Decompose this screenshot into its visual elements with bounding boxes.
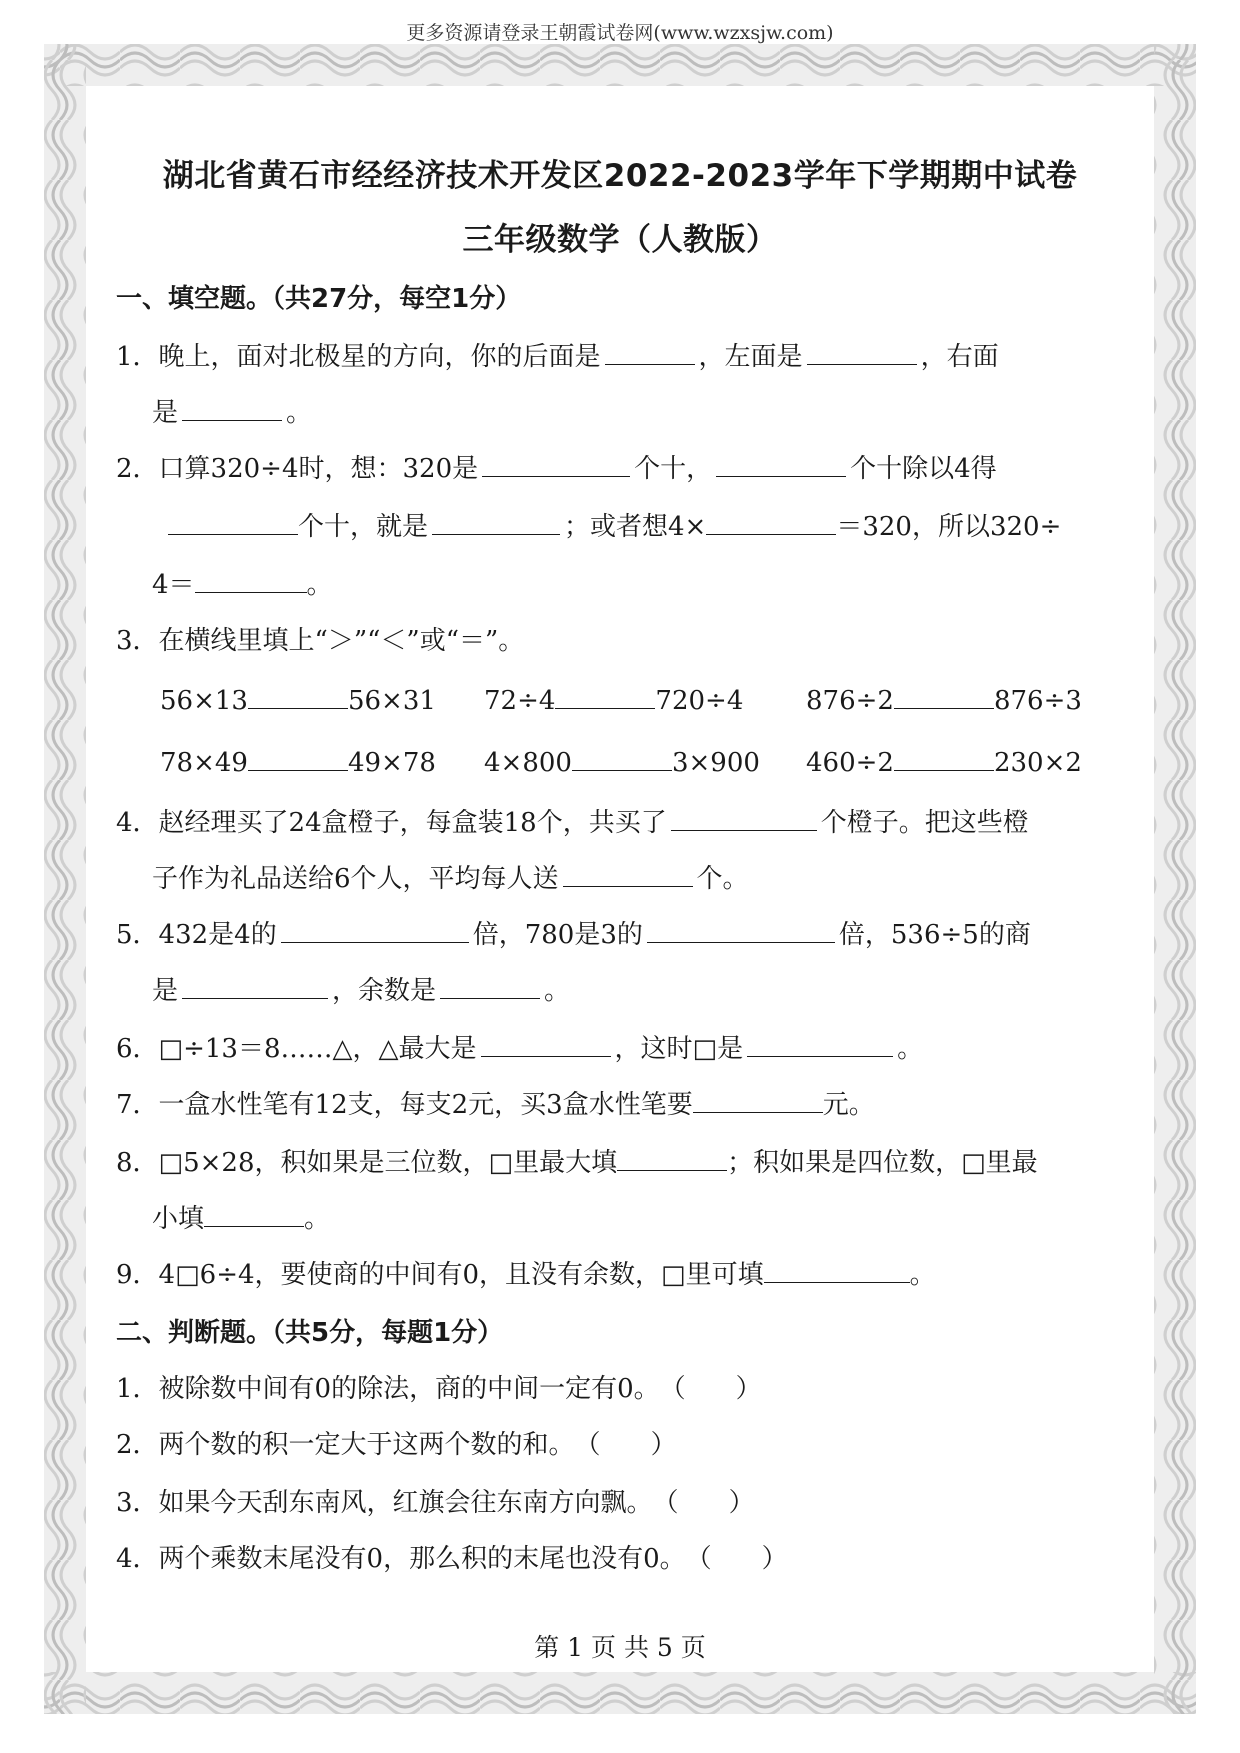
compare-right: 230×2 [993, 748, 1082, 778]
judge-item-1 [116, 1372, 762, 1406]
q2-blank-4[interactable] [432, 510, 560, 535]
judge-text: 3．如果今天刮东南风，红旗会往东南方向飘。 [116, 1488, 653, 1518]
question-4-line-2 [152, 862, 749, 896]
question-8-line-1 [116, 1146, 1038, 1180]
q8-text-c: 小填 [152, 1204, 205, 1234]
q1-text-c: ，右面 [920, 342, 999, 372]
judge-text: 1．被除数中间有0的除法，商的中间一定有0。 [116, 1374, 660, 1404]
q2-blank-1[interactable] [482, 452, 630, 477]
q5-text-e: ，余数是 [332, 976, 437, 1006]
judge-item-2 [116, 1428, 677, 1462]
q4-text-d: 个。 [696, 864, 749, 894]
q2-text-g: 4＝ [152, 570, 195, 600]
compare-item-4 [160, 746, 436, 780]
q3-text-a: 3．在横线里填上“＞”“＜”或“＝”。 [116, 626, 525, 656]
q1-text-d: 是 [152, 398, 179, 428]
section-fill-blank-heading: 一、填空题。（共27分，每空1分） [116, 284, 522, 314]
compare-right: 876÷3 [993, 686, 1082, 716]
q5-text-c: 倍，536÷5的商 [838, 920, 1031, 950]
q1-text-a: 1．晚上，面对北极星的方向，你的后面是 [116, 342, 601, 372]
judge-text: 2．两个数的积一定大于这两个数的和。 [116, 1430, 575, 1460]
q2-blank-3[interactable] [168, 510, 298, 535]
paren-open: （ [685, 1544, 712, 1574]
compare-blank[interactable] [248, 684, 348, 709]
paren-open: （ [574, 1430, 601, 1460]
q1-blank-2[interactable] [807, 340, 917, 365]
compare-item-5 [484, 746, 760, 780]
q4-text-b: 个橙子。把这些橙 [820, 808, 1029, 838]
compare-blank[interactable] [894, 746, 994, 771]
q7-text-b: 元。 [822, 1090, 875, 1120]
judge-item-3 [116, 1486, 755, 1520]
compare-left: 78×49 [160, 748, 248, 778]
question-5-line-1 [116, 918, 1031, 952]
paren-close: ） [728, 1488, 755, 1518]
q5-text-a: 5．432是4的 [116, 920, 277, 950]
question-4-line-1 [116, 806, 1029, 840]
header-note: 更多资源请登录王朝霞试卷网(www.wzxsjw.com) [406, 22, 834, 44]
question-1-line-1 [116, 340, 999, 374]
compare-item-1 [160, 684, 436, 718]
question-8-line-2 [152, 1202, 330, 1236]
compare-right: 49×78 [347, 748, 436, 778]
answer-paren[interactable] [660, 1372, 762, 1406]
exam-title: 湖北省黄石市经经济技术开发区2022-2023学年下学期期中试卷 [162, 158, 1078, 194]
question-1-line-2 [152, 396, 312, 430]
q5-blank-3[interactable] [182, 974, 328, 999]
q9-blank-1[interactable] [764, 1258, 910, 1283]
question-2-line-3 [152, 568, 333, 602]
paren-close: ） [650, 1430, 677, 1460]
question-3-line-1 [116, 624, 524, 658]
q8-text-a: 8．□5×28，积如果是三位数，□里最大填 [116, 1148, 618, 1178]
q5-blank-1[interactable] [281, 918, 469, 943]
q5-blank-4[interactable] [440, 974, 540, 999]
question-7 [116, 1088, 875, 1122]
compare-item-2 [484, 684, 743, 718]
paren-close: ） [735, 1374, 762, 1404]
q7-blank-1[interactable] [693, 1088, 823, 1113]
answer-paren[interactable] [653, 1486, 755, 1520]
q4-blank-2[interactable] [563, 862, 693, 887]
compare-blank[interactable] [555, 684, 655, 709]
q2-text-e: ；或者想4× [564, 512, 707, 542]
question-9 [116, 1258, 936, 1292]
answer-paren[interactable] [686, 1542, 788, 1576]
compare-left: 72÷4 [484, 686, 556, 716]
judge-text: 4．两个乘数末尾没有0，那么积的末尾也没有0。 [116, 1544, 686, 1574]
compare-right: 3×900 [671, 748, 760, 778]
compare-left: 876÷2 [806, 686, 894, 716]
q6-blank-2[interactable] [747, 1032, 893, 1057]
q4-text-a: 4．赵经理买了24盒橙子，每盒装18个，共买了 [116, 808, 667, 838]
q9-text-b: 。 [909, 1260, 936, 1290]
compare-blank[interactable] [572, 746, 672, 771]
q1-blank-3[interactable] [182, 396, 282, 421]
q2-text-a: 2．口算320÷4时，想：320是 [116, 454, 479, 484]
paren-open: （ [652, 1488, 679, 1518]
paren-open: （ [659, 1374, 686, 1404]
compare-item-3 [806, 684, 1082, 718]
question-6 [116, 1032, 923, 1066]
q5-blank-2[interactable] [647, 918, 835, 943]
q2-text-d: 个十，就是 [298, 512, 429, 542]
question-2-line-1 [116, 452, 997, 486]
judge-item-4 [116, 1542, 788, 1576]
compare-left: 4×800 [484, 748, 572, 778]
q9-text-a: 9．4□6÷4，要使商的中间有0，且没有余数，□里可填 [116, 1260, 764, 1290]
q1-text-b: ，左面是 [698, 342, 803, 372]
q5-text-b: 倍，780是3的 [472, 920, 643, 950]
compare-blank[interactable] [894, 684, 994, 709]
q5-text-f: 。 [544, 976, 571, 1006]
q8-blank-2[interactable] [204, 1202, 304, 1227]
page-number-footer: 第 1 页 共 5 页 [534, 1633, 706, 1662]
q2-blank-6[interactable] [195, 568, 307, 593]
paren-close: ） [761, 1544, 788, 1574]
q6-text-c: 。 [897, 1034, 924, 1064]
q8-text-d: 。 [304, 1204, 331, 1234]
q1-text-e: 。 [286, 398, 313, 428]
compare-right: 720÷4 [655, 686, 744, 716]
q2-text-b: 个十， [634, 454, 713, 484]
q2-blank-2[interactable] [716, 452, 846, 477]
answer-paren[interactable] [575, 1428, 677, 1462]
q6-text-a: 6．□÷13＝8……△，△最大是 [116, 1034, 477, 1064]
compare-left: 56×13 [160, 686, 248, 716]
q2-text-h: 。 [306, 570, 333, 600]
compare-left: 460÷2 [806, 748, 894, 778]
q4-text-c: 子作为礼品送给6个人，平均每人送 [152, 864, 559, 894]
question-2-line-2 [168, 510, 1061, 544]
q7-text-a: 7．一盒水性笔有12支，每支2元，买3盒水性笔要 [116, 1090, 693, 1120]
q2-blank-5[interactable] [706, 510, 836, 535]
q5-text-d: 是 [152, 976, 179, 1006]
q8-text-b: ；积如果是四位数，□里最 [727, 1148, 1038, 1178]
q2-text-f: ＝320，所以320÷ [836, 512, 1062, 542]
section-judgement-heading: 二、判断题。（共5分，每题1分） [116, 1318, 504, 1348]
compare-right: 56×31 [347, 686, 436, 716]
q4-blank-1[interactable] [671, 806, 817, 831]
compare-item-6 [806, 746, 1082, 780]
question-5-line-2 [152, 974, 570, 1008]
q6-blank-1[interactable] [481, 1032, 611, 1057]
q2-text-c: 个十除以4得 [850, 454, 997, 484]
q1-blank-1[interactable] [605, 340, 695, 365]
q8-blank-1[interactable] [617, 1146, 727, 1171]
q6-text-b: ，这时□是 [614, 1034, 744, 1064]
compare-blank[interactable] [248, 746, 348, 771]
exam-subtitle: 三年级数学（人教版） [462, 222, 778, 258]
